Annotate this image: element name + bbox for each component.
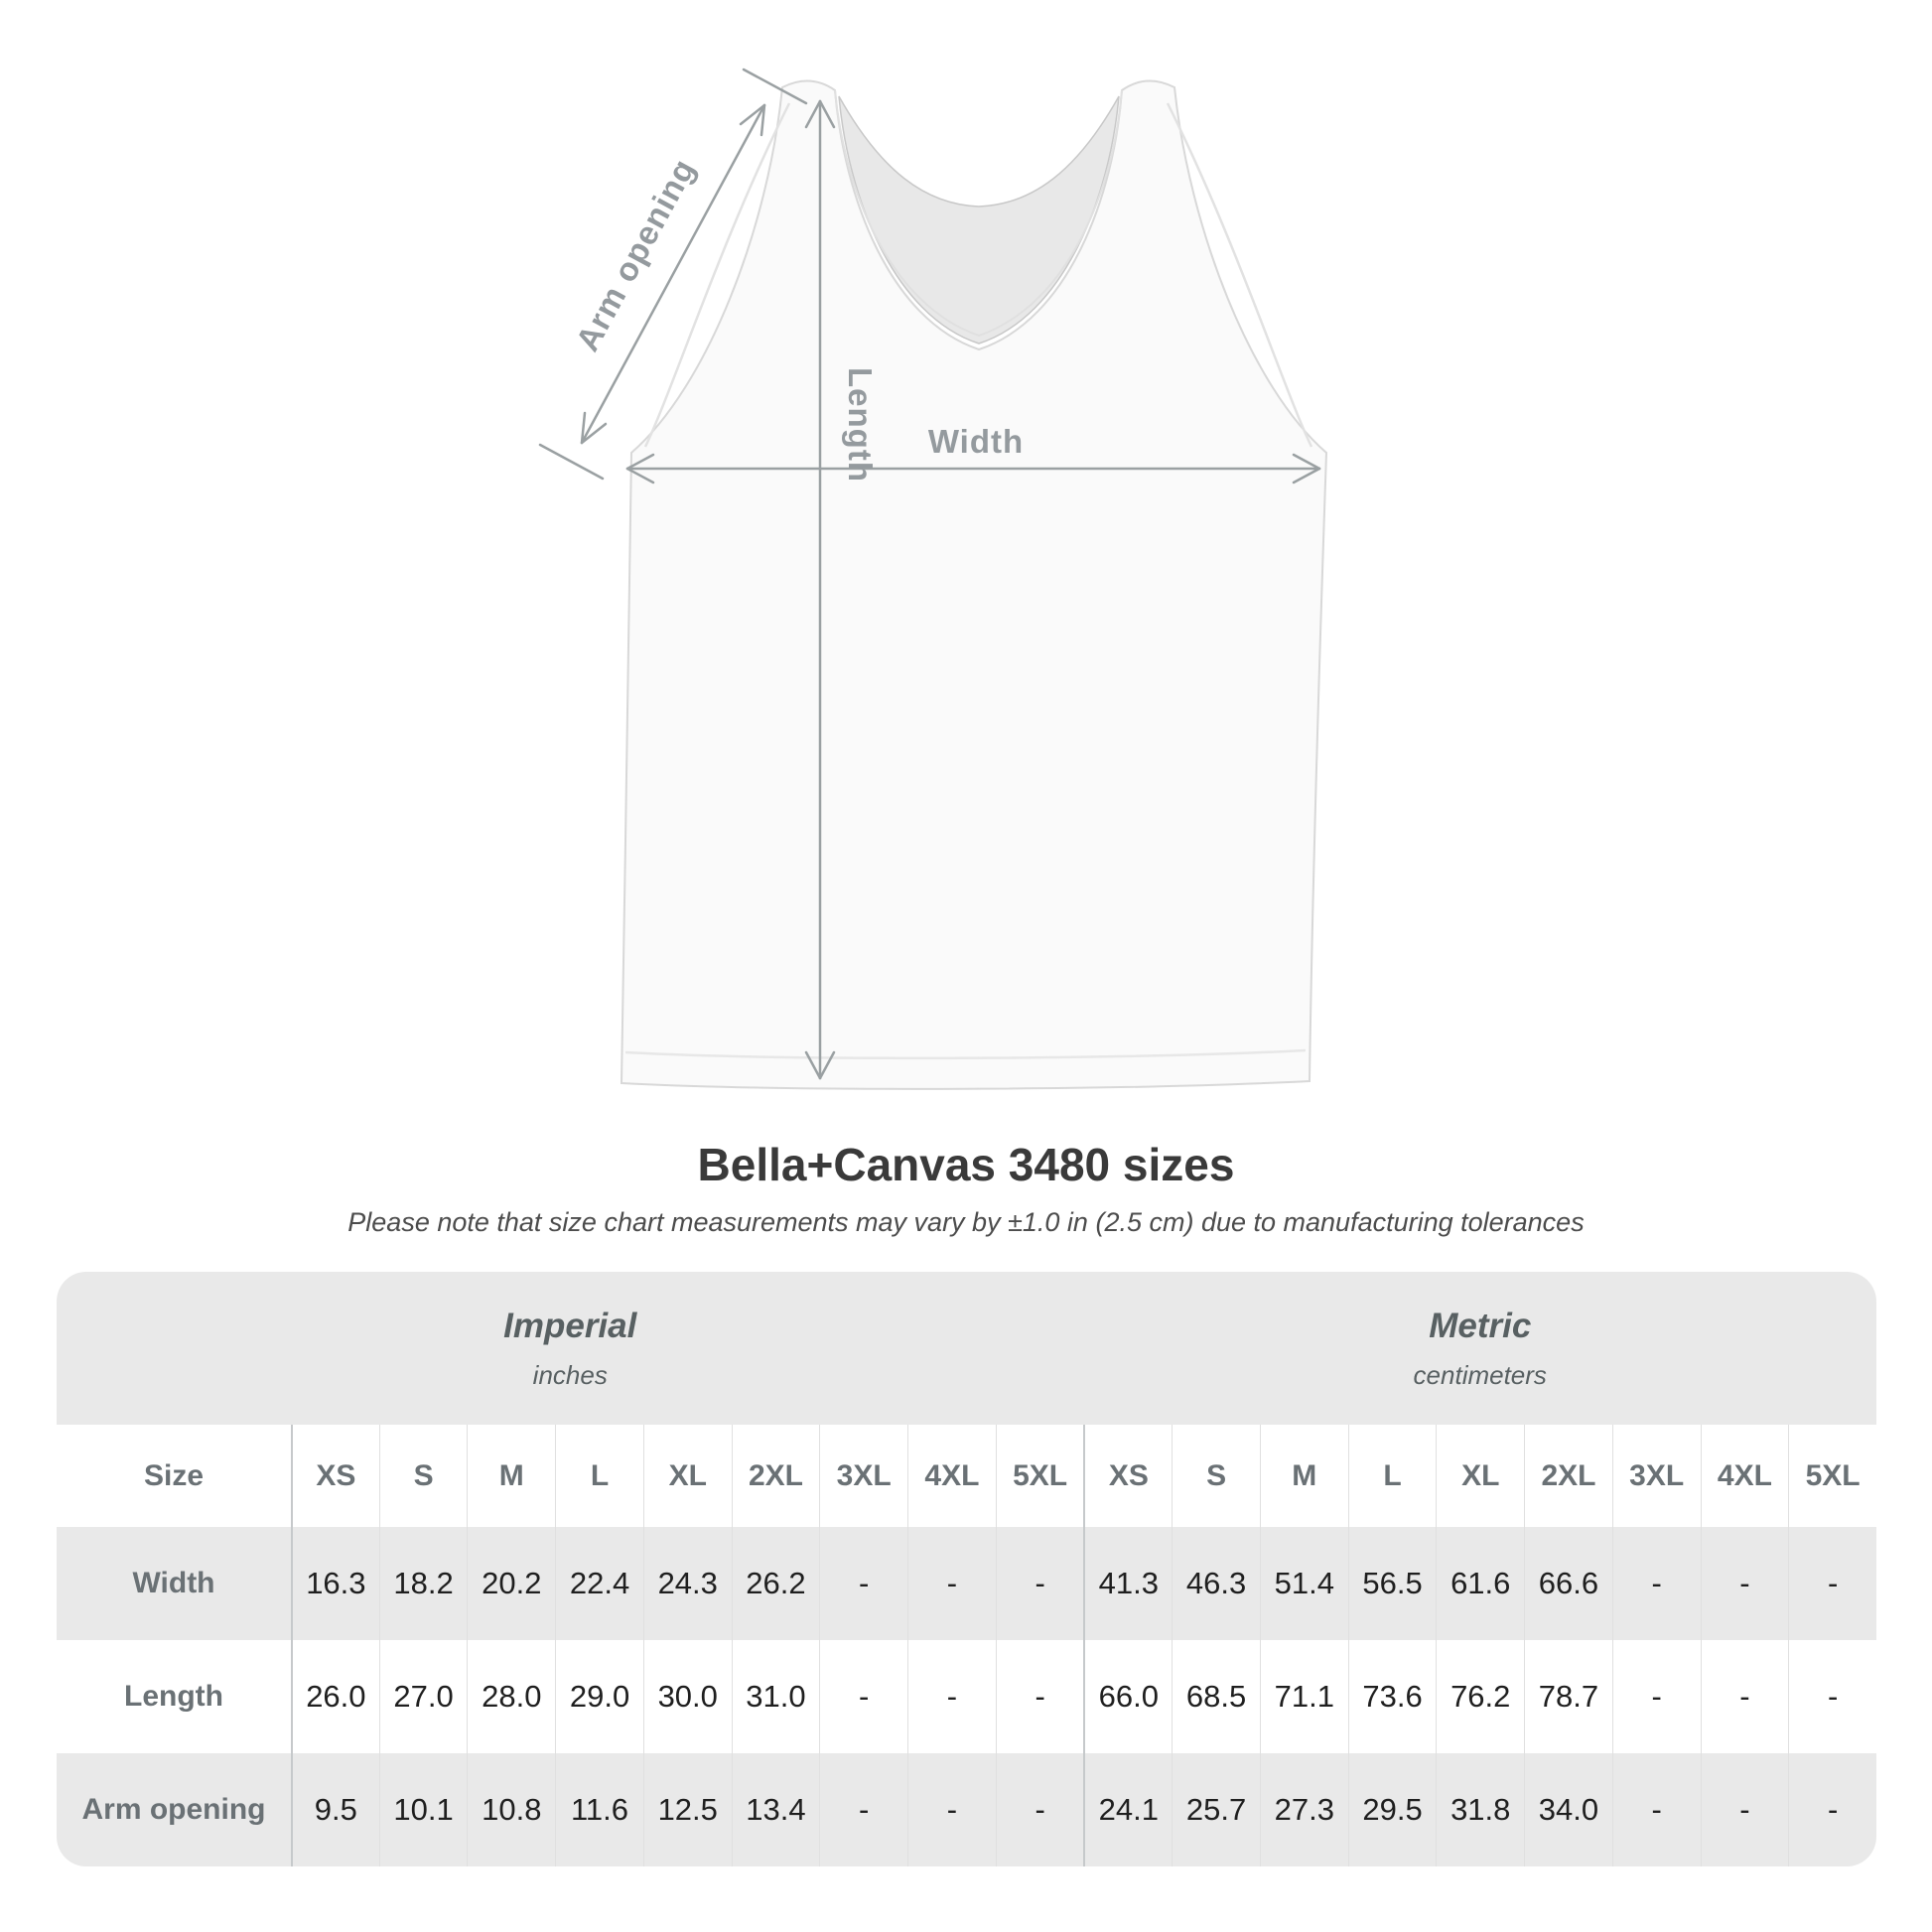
table-cell: 18.2	[379, 1527, 468, 1640]
imperial-label: Imperial	[503, 1306, 637, 1345]
table-cell: 46.3	[1172, 1527, 1260, 1640]
table-cell: 41.3	[1083, 1527, 1172, 1640]
table-cell: -	[996, 1640, 1084, 1753]
column-header-metric-3xl: 3XL	[1612, 1425, 1701, 1527]
table-cell: -	[1788, 1753, 1876, 1866]
table-cell: -	[1788, 1527, 1876, 1640]
width-label: Width	[927, 423, 1025, 460]
column-header-metric-4xl: 4XL	[1701, 1425, 1789, 1527]
unit-group-metric	[1084, 1272, 1877, 1425]
table-cell: 9.5	[291, 1753, 379, 1866]
table-cell: -	[1612, 1527, 1701, 1640]
table-cell: 26.0	[291, 1640, 379, 1753]
table-cell: 11.6	[555, 1753, 643, 1866]
column-header-imperial-m: M	[467, 1425, 555, 1527]
table-cell: -	[907, 1753, 996, 1866]
table-cell: 61.6	[1436, 1527, 1524, 1640]
table-cell: 28.0	[467, 1640, 555, 1753]
table-cell: -	[819, 1527, 907, 1640]
column-header-imperial-4xl: 4XL	[907, 1425, 996, 1527]
table-cell: 73.6	[1348, 1640, 1437, 1753]
table-cell: -	[819, 1640, 907, 1753]
column-header-imperial-xs: XS	[291, 1425, 379, 1527]
column-header-imperial-l: L	[555, 1425, 643, 1527]
table-cell: 78.7	[1524, 1640, 1612, 1753]
length-label: Length	[842, 367, 879, 483]
metric-label: Metric	[1429, 1306, 1532, 1345]
table-cell: 29.0	[555, 1640, 643, 1753]
page-title: Bella+Canvas 3480 sizes	[697, 1139, 1235, 1190]
table-cell: -	[996, 1527, 1084, 1640]
column-header-metric-5xl: 5XL	[1788, 1425, 1876, 1527]
column-header-imperial-5xl: 5XL	[996, 1425, 1084, 1527]
table-cell: 51.4	[1260, 1527, 1348, 1640]
table-cell: 27.3	[1260, 1753, 1348, 1866]
table-cell: 27.0	[379, 1640, 468, 1753]
column-header-metric-s: S	[1172, 1425, 1260, 1527]
table-cell: -	[996, 1753, 1084, 1866]
table-cell: -	[1701, 1527, 1789, 1640]
table-cell: 22.4	[555, 1527, 643, 1640]
table-cell: 24.1	[1083, 1753, 1172, 1866]
table-cell: 30.0	[643, 1640, 732, 1753]
row-label-arm-opening: Arm opening	[57, 1753, 291, 1866]
column-header-metric-xl: XL	[1436, 1425, 1524, 1527]
table-cell: -	[1788, 1640, 1876, 1753]
column-header-imperial-xl: XL	[643, 1425, 732, 1527]
size-table-grid	[57, 1425, 1876, 1866]
table-cell: 25.7	[1172, 1753, 1260, 1866]
table-cell: -	[1612, 1640, 1701, 1753]
unit-group-header	[57, 1272, 1876, 1425]
table-cell: 12.5	[643, 1753, 732, 1866]
table-cell: -	[907, 1640, 996, 1753]
row-label-width: Width	[57, 1527, 291, 1640]
table-cell: -	[1701, 1753, 1789, 1866]
table-cell: 29.5	[1348, 1753, 1437, 1866]
table-cell: 56.5	[1348, 1527, 1437, 1640]
column-header-metric-l: L	[1348, 1425, 1437, 1527]
table-cell: 16.3	[291, 1527, 379, 1640]
table-cell: 66.6	[1524, 1527, 1612, 1640]
table-cell: 31.0	[732, 1640, 820, 1753]
table-cell: -	[819, 1753, 907, 1866]
table-cell: 66.0	[1083, 1640, 1172, 1753]
table-cell: -	[1701, 1640, 1789, 1753]
column-header-metric-m: M	[1260, 1425, 1348, 1527]
table-cell: 31.8	[1436, 1753, 1524, 1866]
imperial-unit: inches	[532, 1359, 608, 1390]
table-cell: 13.4	[732, 1753, 820, 1866]
table-cell: 20.2	[467, 1527, 555, 1640]
table-cell: 10.1	[379, 1753, 468, 1866]
table-cell: 76.2	[1436, 1640, 1524, 1753]
table-cell: 10.8	[467, 1753, 555, 1866]
table-cell: -	[907, 1527, 996, 1640]
column-header-imperial-3xl: 3XL	[819, 1425, 907, 1527]
column-header-imperial-s: S	[379, 1425, 468, 1527]
column-header-size: Size	[143, 1458, 205, 1492]
table-cell: 71.1	[1260, 1640, 1348, 1753]
column-header-metric-2xl: 2XL	[1524, 1425, 1612, 1527]
table-cell: -	[1612, 1753, 1701, 1866]
column-header-metric-xs: XS	[1083, 1425, 1172, 1527]
size-table	[57, 1272, 1876, 1866]
column-header-imperial-2xl: 2XL	[732, 1425, 820, 1527]
arm-opening-label: Arm opening	[568, 152, 703, 357]
unit-group-imperial	[57, 1272, 1084, 1425]
table-cell: 68.5	[1172, 1640, 1260, 1753]
tolerance-note: Please note that size chart measurements may vary by ±1.0 in (2.5 cm) due to manufacturing tolerances	[347, 1207, 1585, 1237]
table-cell: 24.3	[643, 1527, 732, 1640]
metric-unit: centimeters	[1413, 1359, 1547, 1390]
table-cell: 34.0	[1524, 1753, 1612, 1866]
row-label-length: Length	[124, 1680, 223, 1713]
table-cell: 26.2	[732, 1527, 820, 1640]
